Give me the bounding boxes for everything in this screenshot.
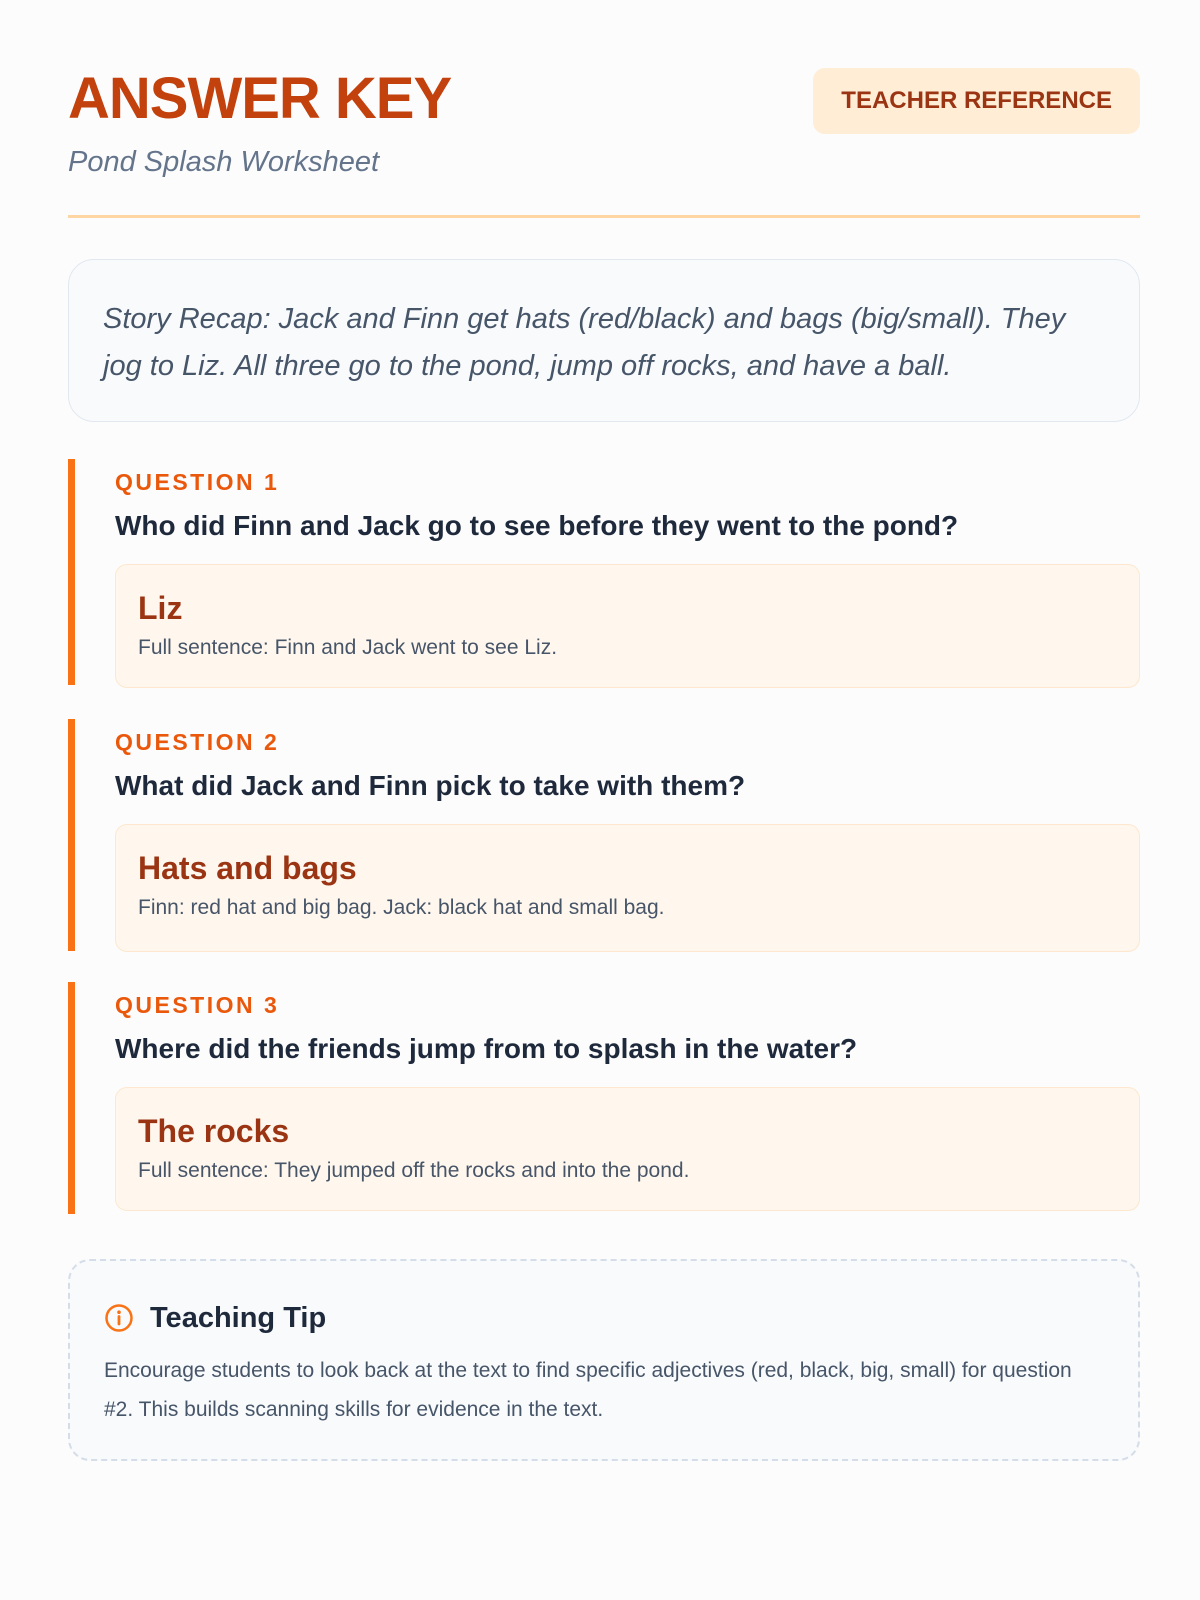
answer-key-page xyxy=(68,0,1140,1421)
info-icon xyxy=(104,1303,134,1333)
page-title: ANSWER KEY xyxy=(68,66,452,131)
teaching-tip-title: Teaching Tip xyxy=(150,1301,327,1334)
question-text: Where did the friends jump from to splash in the water? xyxy=(115,1033,858,1064)
question-text: Who did Finn and Jack go to see before they went to the pond? xyxy=(115,510,959,541)
question-card-1 xyxy=(68,459,1140,685)
page-subtitle: Pond Splash Worksheet xyxy=(68,146,380,178)
story-recap: Story Recap: Jack and Finn get hats (red/black) and bags (big/small). They jog to Liz. All three go to the pond, jump off rocks, and have a ball. xyxy=(68,259,1140,422)
answer-box xyxy=(115,564,1140,688)
question-text: What did Jack and Finn pick to take with them? xyxy=(115,770,746,801)
answer-text: Hats and bags xyxy=(138,850,357,886)
answer-detail: Full sentence: Finn and Jack went to see Liz. xyxy=(138,636,558,659)
answer-text: The rocks xyxy=(138,1113,290,1149)
teacher-reference-badge: TEACHER REFERENCE xyxy=(813,68,1140,134)
question-card-2 xyxy=(68,719,1140,951)
teaching-tip-header xyxy=(104,1299,1104,1337)
header xyxy=(68,0,1140,218)
teaching-tip xyxy=(68,1259,1140,1461)
answer-box xyxy=(115,1087,1140,1211)
teaching-tip-text: Encourage students to look back at the text to find specific adjectives (red, black, big, small) for question #2. This builds scanning skills for evidence in the text. xyxy=(104,1359,1072,1421)
question-label: QUESTION 2 xyxy=(115,729,280,755)
question-card-3 xyxy=(68,982,1140,1214)
question-label: QUESTION 3 xyxy=(115,992,280,1018)
answer-box xyxy=(115,824,1140,952)
answer-detail: Finn: red hat and big bag. Jack: black hat and small bag. xyxy=(138,896,665,919)
answer-detail: Full sentence: They jumped off the rocks and into the pond. xyxy=(138,1159,690,1182)
answer-text: Liz xyxy=(138,590,183,626)
question-label: QUESTION 1 xyxy=(115,469,280,495)
